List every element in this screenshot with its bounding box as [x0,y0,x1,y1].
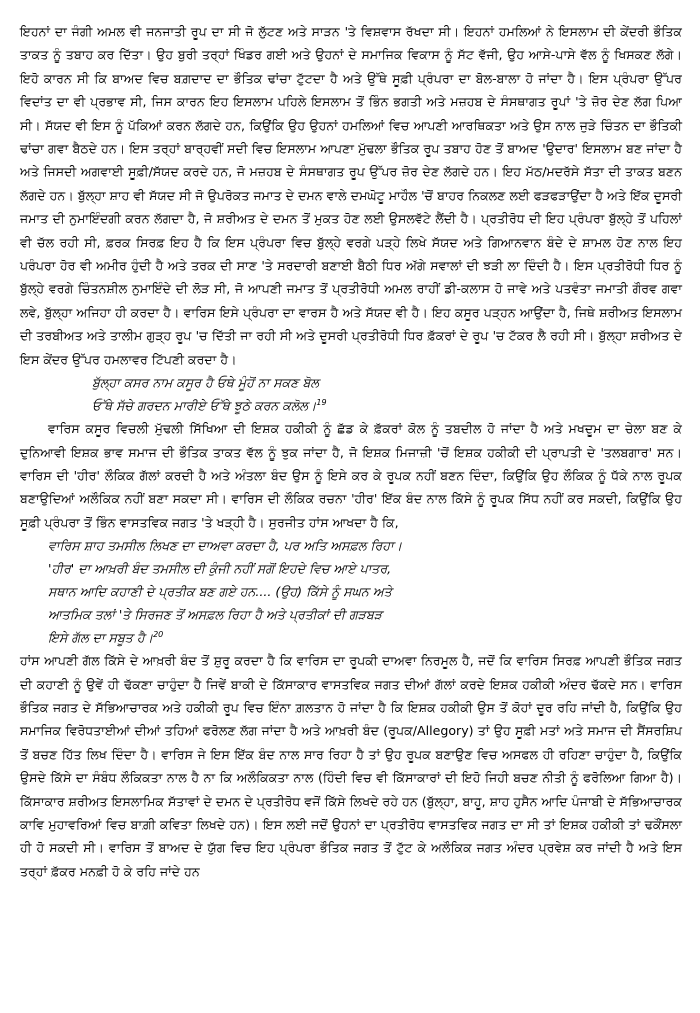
footnote-ref-20: 20 [153,629,164,639]
paragraph-3: ਹਾਂਸ ਆਪਣੀ ਗੱਲ ਕਿੱਸੇ ਦੇ ਆਖ਼ਰੀ ਬੰਦ ਤੋਂ ਸ਼ੁਰੂ ਕਰਦਾ ਹੈ ਕਿ ਵਾਰਿਸ ਦਾ ਰੂਪਕੀ ਦਾਅਵਾ ਨਿਰਮੂਲ ਹੈ, ਜਦੋਂ ਕਿ ਵਾਰਿਸ ਸਿਰਫ਼ ਆਪਣੀ ਭੌਤਿਕ ਜਗਤ ਦੀ ਕਹਾਣੀ ਨੂੰ ਉਵੇਂ ਹੀ ਢੱਕਣਾ ਚਾਹੁੰਦਾ ਹੈ ਜਿਵੇਂ ਬਾਕੀ ਦੇ ਕਿੱਸਾਕਾਰ ਵਾਸਤਵਿਕ ਜਗਤ ਦੀਆਂ ਗੱਲਾਂ ਕਰਦੇ ਇਸ਼ਕ ਹਕੀਕੀ ਅੰਦਰ ਢੱਕਦੇ ਸਨ। ਵਾਰਿਸ ਭੌਤਿਕ ਜਗਤ ਦੇ ਸੱਭਿਆਚਾਰਕ ਅਤੇ ਹਕੀਕੀ ਰੂਪ ਵਿਚ ਇੰਨਾ ਗ਼ਲਤਾਨ ਹੋ ਜਾਂਦਾ ਹੈ ਕਿ ਇਸ਼ਕ ਹਕੀਕੀ ਉਸ ਤੋਂ ਕੋਹਾਂ ਦੂਰ ਰਹਿ ਜਾਂਦੀ ਹੈ, ਕਿਉਂਕਿ ਉਹ ਸਮਾਜਿਕ ਵਿਰੋਧਤਾਈਆਂ ਦੀਆਂ ਤਹਿਆਂ ਫਰੋਲਣ ਲੱਗ ਜਾਂਦਾ ਹੈ ਅਤੇ ਆਖ਼ਰੀ ਬੰਦ (ਰੂਪਕ/Allegory) ਤਾਂ ਉਹ ਸੂਫ਼ੀ ਮਤਾਂ ਅਤੇ ਸਮਾਜ ਦੀ ਸੈਂਸਰਸ਼ਿਪ ਤੋਂ ਬਚਣ ਹਿੱਤ ਲਿਖ ਦਿੰਦਾ ਹੈ। ਵਾਰਿਸ ਜੇ ਇਸ ਇੱਕ ਬੰਦ ਨਾਲ ਸਾਰ ਰਿਹਾ ਹੈ ਤਾਂ ਉਹ ਰੂਪਕ ਬਣਾਉਣ ਵਿਚ ਅਸਫਲ ਹੀ ਰਹਿਣਾ ਚਾਹੁੰਦਾ ਹੈ, ਕਿਉਂਕਿ ਉਸਦੇ ਕਿੱਸੇ ਦਾ ਸੰਬੰਧ ਲੌਕਿਕਤਾ ਨਾਲ ਹੈ ਨਾ ਕਿ ਅਲੌਕਿਕਤਾ ਨਾਲ (ਹਿੰਦੀ ਵਿਚ ਵੀ ਕਿੱਸਾਕਾਰਾਂ ਦੀ ਇਹੋ ਜਿਹੀ ਬਚਣ ਨੀਤੀ ਨੂੰ ਫਰੋਲਿਆ ਗਿਆ ਹੈ)। ਕਿੱਸਾਕਾਰ ਸ਼ਰੀਅਤ ਇਸਲਾਮਿਕ ਸੱਤਾਵਾਂ ਦੇ ਦਮਨ ਦੇ ਪ੍ਰਤੀਰੋਧ ਵਜੋਂ ਕਿੱਸੇ ਲਿਖਦੇ ਰਹੇ ਹਨ (ਬੁੱਲ੍ਹਾ, ਬਾਹੂ, ਸ਼ਾਹ ਹੁਸੈਨ ਆਦਿ ਪੰਜਾਬੀ ਦੇ ਸੱਭਿਆਚਾਰਕ ਕਾਵਿ ਮੁਹਾਵਰਿਆਂ ਵਿਚ ਬਾਗ਼ੀ ਕਵਿਤਾ ਲਿਖਦੇ ਹਨ)। ਇਸ ਲਈ ਜਦੋਂ ਉਹਨਾਂ ਦਾ ਪ੍ਰਤੀਰੋਧ ਵਾਸਤਵਿਕ ਜਗਤ ਦਾ ਸੀ ਤਾਂ ਇਸ਼ਕ ਹਕੀਕੀ ਤਾਂ ਢਕੌਂਸਲਾ ਹੀ ਹੋ ਸਕਦੀ ਸੀ। ਵਾਰਿਸ ਤੋਂ ਬਾਅਦ ਦੇ ਯੁੱਗ ਵਿਚ ਇਹ ਪ੍ਰੰਪਰਾ ਭੌਤਿਕ ਜਗਤ ਤੋਂ ਟੁੱਟ ਕੇ ਅਲੌਕਿਕ ਜਗਤ ਅੰਦਰ ਪ੍ਰਵੇਸ਼ ਕਰ ਜਾਂਦੀ ਹੈ ਅਤੇ ਇਸ ਤਰ੍ਹਾਂ ਫ਼ੱਕਰ ਮਨਫ਼ੀ ਹੋ ਕੇ ਰਹਿ ਜਾਂਦੇ ਹਨ [20,653,682,879]
verse-2-line-5-text: ਇਸੇ ਗੱਲ ਦਾ ਸਬੂਤ ਹੈ। [48,630,154,646]
verse-2-line-2: 'ਹੀਰ' ਦਾ ਆਖ਼ਰੀ ਬੰਦ ਤਮਸੀਲ ਦੀ ਕੁੰਜੀ ਨਹੀਂ ਸਗੋਂ ਇਹਦੇ ਵਿਚ ਆਏ ਪਾਤਰ, [48,561,392,577]
verse-quote-2 [48,534,682,649]
verse-1-line-2 [92,394,682,417]
verse-quote-1 [92,371,682,417]
verse-2-line-3: ਸਥਾਨ ਆਦਿ ਕਹਾਣੀ ਦੇ ਪ੍ਰਤੀਕ ਬਣ ਗਏ ਹਨ.... (ਉਹ) ਕਿੱਸੇ ਨੂੰ ਸਘਨ ਅਤੇ [48,584,392,600]
verse-1-line-2-text: ਓੱਥੇ ਸੱਚੇ ਗਰਦਨ ਮਾਰੀਏ ਓੱਥੇ ਝੂਠੇ ਕਰਨ ਕਲੋਲ। [92,398,317,414]
verse-2-line-5 [48,626,682,649]
paragraph-1: ਇਹਨਾਂ ਦਾ ਜੰਗੀ ਅਮਲ ਵੀ ਜਨਜਾਤੀ ਰੂਪ ਦਾ ਸੀ ਜੋ ਲੁੱਟਣ ਅਤੇ ਸਾੜਨ 'ਤੇ ਵਿਸ਼ਵਾਸ ਰੱਖਦਾ ਸੀ। ਇਹਨਾਂ ਹਮਲਿਆਂ ਨੇ ਇਸਲਾਮ ਦੀ ਕੇਂਦਰੀ ਭੌਤਿਕ ਤਾਕਤ ਨੂੰ ਤਬਾਹ ਕਰ ਦਿੱਤਾ। ਉਹ ਬੁਰੀ ਤਰ੍ਹਾਂ ਖਿੰਡਰ ਗਈ ਅਤੇ ਉਹਨਾਂ ਦੇ ਸਮਾਜਿਕ ਵਿਕਾਸ ਨੂੰ ਸੱਟ ਵੱਜੀ, ਉਹ ਆਸੇ-ਪਾਸੇ ਵੱਲ ਨੂੰ ਖਿਸਕਣ ਲੱਗੇ। ਇਹੋ ਕਾਰਨ ਸੀ ਕਿ ਬਾਅਦ ਵਿਚ ਬਗ਼ਦਾਦ ਦਾ ਭੌਤਿਕ ਢਾਂਚਾ ਟੁੱਟਦਾ ਹੈ ਅਤੇ ਉੱਥੇ ਸੂਫ਼ੀ ਪ੍ਰੰਪਰਾ ਦਾ ਬੋਲ-ਬਾਲਾ ਹੋ ਜਾਂਦਾ ਹੈ। ਇਸ ਪ੍ਰੰਪਰਾ ਉੱਪਰ ਵਿਦਾਂਤ ਦਾ ਵੀ ਪ੍ਰਭਾਵ ਸੀ, ਜਿਸ ਕਾਰਨ ਇਹ ਇਸਲਾਮ ਪਹਿਲੇ ਇਸਲਾਮ ਤੋਂ ਭਿੰਨ ਭਗਤੀ ਅਤੇ ਮਜ਼ਹਬ ਦੇ ਸੰਸਥਾਗਤ ਰੂਪਾਂ 'ਤੇ ਜ਼ੋਰ ਦੇਣ ਲੱਗ ਪਿਆ ਸੀ। ਸੱਯਦ ਵੀ ਇਸ ਨੂੰ ਪੱਕਿਆਂ ਕਰਨ ਲੱਗਦੇ ਹਨ, ਕਿਉਂਕਿ ਉਹ ਉਹਨਾਂ ਹਮਲਿਆਂ ਵਿਚ ਆਪਣੀ ਆਰਥਿਕਤਾ ਅਤੇ ਉਸ ਨਾਲ ਜੁੜੇ ਚਿੰਤਨ ਦਾ ਭੌਤਿਕੀ ਢਾਂਚਾ ਗਵਾ ਬੈਠਦੇ ਹਨ। ਇਸ ਤਰ੍ਹਾਂ ਬਾਰ੍ਹਵੀਂ ਸਦੀ ਵਿਚ ਇਸਲਾਮ ਆਪਣਾ ਮੁੱਢਲਾ ਭੌਤਿਕ ਰੂਪ ਤਬਾਹ ਹੋਣ ਤੋਂ ਬਾਅਦ 'ਉਦਾਰ' ਇਸਲਾਮ ਬਣ ਜਾਂਦਾ ਹੈ ਅਤੇ ਜਿਸਦੀ ਅਗਵਾਈ ਸੂਫ਼ੀ/ਸੱਯਦ ਕਰਦੇ ਹਨ, ਜੋ ਮਜ਼ਹਬ ਦੇ ਸੰਸਥਾਗਤ ਰੂਪ ਉੱਪਰ ਜ਼ੋਰ ਦੇਣ ਲੱਗਦੇ ਹਨ। ਇਹ ਮੱਠ/ਮਦਰੱਸੇ ਸੱਤਾ ਦੀ ਤਾਕਤ ਬਣਨ ਲੱਗਦੇ ਹਨ। ਬੁੱਲ੍ਹਾ ਸ਼ਾਹ ਵੀ ਸੱਯਦ ਸੀ ਜੋ ਉਪਰੋਕਤ ਜਮਾਤ ਦੇ ਦਮਨ ਵਾਲੇ ਦਮਘੋਟੂ ਮਾਹੌਲ 'ਚੋਂ ਬਾਹਰ ਨਿਕਲਣ ਲਈ ਫੜਫੜਾਉਂਦਾ ਹੈ ਅਤੇ ਇੱਕ ਦੂਸਰੀ ਜਮਾਤ ਦੀ ਨੁਮਾਇੰਦਗੀ ਕਰਨ ਲੱਗਦਾ ਹੈ, ਜੋ ਸ਼ਰੀਅਤ ਦੇ ਦਮਨ ਤੋਂ ਮੁਕਤ ਹੋਣ ਲਈ ਉਸਲਵੱਟੇ ਲੈਂਦੀ ਹੈ। ਪ੍ਰਤੀਰੋਧ ਦੀ ਇਹ ਪ੍ਰੰਪਰਾ ਬੁੱਲ੍ਹੇ ਤੋਂ ਪਹਿਲਾਂ ਵੀ ਚੱਲ ਰਹੀ ਸੀ, ਫ਼ਰਕ ਸਿਰਫ਼ ਇਹ ਹੈ ਕਿ ਇਸ ਪ੍ਰੰਪਰਾ ਵਿਚ ਬੁੱਲ੍ਹੇ ਵਰਗੇ ਪੜ੍ਹੇ ਲਿਖੇ ਸੱਯਦ ਅਤੇ ਗਿਆਨਵਾਨ ਬੰਦੇ ਦੇ ਸ਼ਾਮਲ ਹੋਣ ਨਾਲ ਇਹ ਪਰੰਪਰਾ ਹੋਰ ਵੀ ਅਮੀਰ ਹੁੰਦੀ ਹੈ ਅਤੇ ਤਰਕ ਦੀ ਸਾਣ 'ਤੇ ਸਰਦਾਰੀ ਬਣਾਈ ਬੈਠੀ ਧਿਰ ਅੱਗੇ ਸਵਾਲਾਂ ਦੀ ਝੜੀ ਲਾ ਦਿੰਦੀ ਹੈ। ਇਸ ਪ੍ਰਤੀਰੋਧੀ ਧਿਰ ਨੂੰ ਬੁੱਲ੍ਹੇ ਵਰਗੇ ਚਿੰਤਨਸ਼ੀਲ ਨੁਮਾਇੰਦੇ ਦੀ ਲੋੜ ਸੀ, ਜੋ ਆਪਣੀ ਜਮਾਤ ਤੋਂ ਪ੍ਰਤੀਰੋਧੀ ਅਮਲ ਰਾਹੀਂ ਡੀ-ਕਲਾਸ ਹੋ ਜਾਵੇ ਅਤੇ ਪਤਵੰਤਾ ਜਮਾਤੀ ਗੌਰਵ ਗਵਾ ਲਵੇ, ਬੁੱਲ੍ਹਾ ਅਜਿਹਾ ਹੀ ਕਰਦਾ ਹੈ। ਵਾਰਿਸ ਇਸੇ ਪ੍ਰੰਪਰਾ ਦਾ ਵਾਰਸ ਹੈ ਅਤੇ ਸੱਯਦ ਵੀ ਹੈ। ਇਹ ਕਸੂਰ ਪੜ੍ਹਨ ਆਉਂਦਾ ਹੈ, ਜਿਥੇ ਸ਼ਰੀਅਤ ਇਸਲਾਮ ਦੀ ਤਰਬੀਅਤ ਅਤੇ ਤਾਲੀਮ ਗੁੜ੍ਹ ਰੂਪ 'ਚ ਦਿੱਤੀ ਜਾ ਰਹੀ ਸੀ ਅਤੇ ਦੂਸਰੀ ਪ੍ਰਤੀਰੋਧੀ ਧਿਰ ਫ਼ੱਕਰਾਂ ਦੇ ਰੂਪ 'ਚ ਟੱਕਰ ਲੈ ਰਹੀ ਸੀ। ਬੁੱਲ੍ਹਾ ਸ਼ਰੀਅਤ ਦੇ ਇਸ ਕੇਂਦਰ ਉੱਪਰ ਹਮਲਾਵਰ ਟਿੱਪਣੀ ਕਰਦਾ ਹੈ। [20,24,683,367]
verse-2-line-4: ਆਤਮਿਕ ਤਲਾਂ 'ਤੇ ਸਿਰਜਣ ਤੋਂ ਅਸਫ਼ਲ ਰਿਹਾ ਹੈ ਅਤੇ ਪ੍ਰਤੀਕਾਂ ਦੀ ਗੜਬੜ [48,607,383,623]
verse-2-line-1: ਵਾਰਿਸ ਸ਼ਾਹ ਤਮਸੀਲ ਲਿਖਣ ਦਾ ਦਾਅਵਾ ਕਰਦਾ ਹੈ, ਪਰ ਅਤਿ ਅਸਫ਼ਲ ਰਿਹਾ। [48,538,403,554]
verse-1-line-1: ਬੁੱਲ੍ਹਾ ਕਸਰ ਨਾਮ ਕਸੂਰ ਹੈ ਓਥੇ ਮੂੰਹੋਂ ਨਾ ਸਕਣ ਬੋਲ [92,375,319,391]
document-page [20,20,682,883]
paragraph-2: ਵਾਰਿਸ ਕਸੂਰ ਵਿਚਲੀ ਮੁੱਢਲੀ ਸਿੱਖਿਆ ਦੀ ਇਸ਼ਕ ਹਕੀਕੀ ਨੂੰ ਛੱਡ ਕੇ ਫ਼ੱਕਰਾਂ ਕੋਲ ਨੂੰ ਤਬਦੀਲ ਹੋ ਜਾਂਦਾ ਹੈ ਅਤੇ ਮਖਦੂਮ ਦਾ ਚੇਲਾ ਬਣ ਕੇ ਦੁਨਿਆਵੀ ਇਸ਼ਕ ਭਾਵ ਸਮਾਜ ਦੀ ਭੌਤਿਕ ਤਾਕਤ ਵੱਲ ਨੂੰ ਝੁਕ ਜਾਂਦਾ ਹੈ, ਜੋ ਇਸ਼ਕ ਮਿਜਾਜ਼ੀ 'ਚੋਂ ਇਸ਼ਕ ਹਕੀਕੀ ਦੀ ਪ੍ਰਾਪਤੀ ਦੇ 'ਤਲਬਗਾਰ' ਸਨ। ਵਾਰਿਸ ਦੀ 'ਹੀਰ' ਲੌਕਿਕ ਗੱਲਾਂ ਕਰਦੀ ਹੈ ਅਤੇ ਅੰਤਲਾ ਬੰਦ ਉਸ ਨੂੰ ਇਸੇ ਕਰ ਕੇ ਰੂਪਕ ਨਹੀਂ ਬਣਨ ਦਿੰਦਾ, ਕਿਉਂਕਿ ਉਹ ਲੌਕਿਕ ਨੂੰ ਧੱਕੇ ਨਾਲ ਰੂਪਕ ਬਣਾਉਦਿਆਂ ਅਲੌਕਿਕ ਨਹੀਂ ਬਣਾ ਸਕਦਾ ਸੀ। ਵਾਰਿਸ ਦੀ ਲੌਕਿਕ ਰਚਨਾ 'ਹੀਰ' ਇੱਕ ਬੰਦ ਨਾਲ ਕਿੱਸੇ ਨੂੰ ਰੂਪਕ ਸਿੱਧ ਨਹੀਂ ਕਰ ਸਕਦੀ, ਕਿਉਂਕਿ ਉਹ ਸੂਫ਼ੀ ਪ੍ਰੰਪਰਾ ਤੋਂ ਭਿੰਨ ਵਾਸਤਵਿਕ ਜਗਤ 'ਤੇ ਖੜ੍ਹੀ ਹੈ। ਸੁਰਜੀਤ ਹਾਂਸ ਆਖਦਾ ਹੈ ਕਿ, [20,421,682,530]
footnote-ref-19: 19 [316,397,327,407]
